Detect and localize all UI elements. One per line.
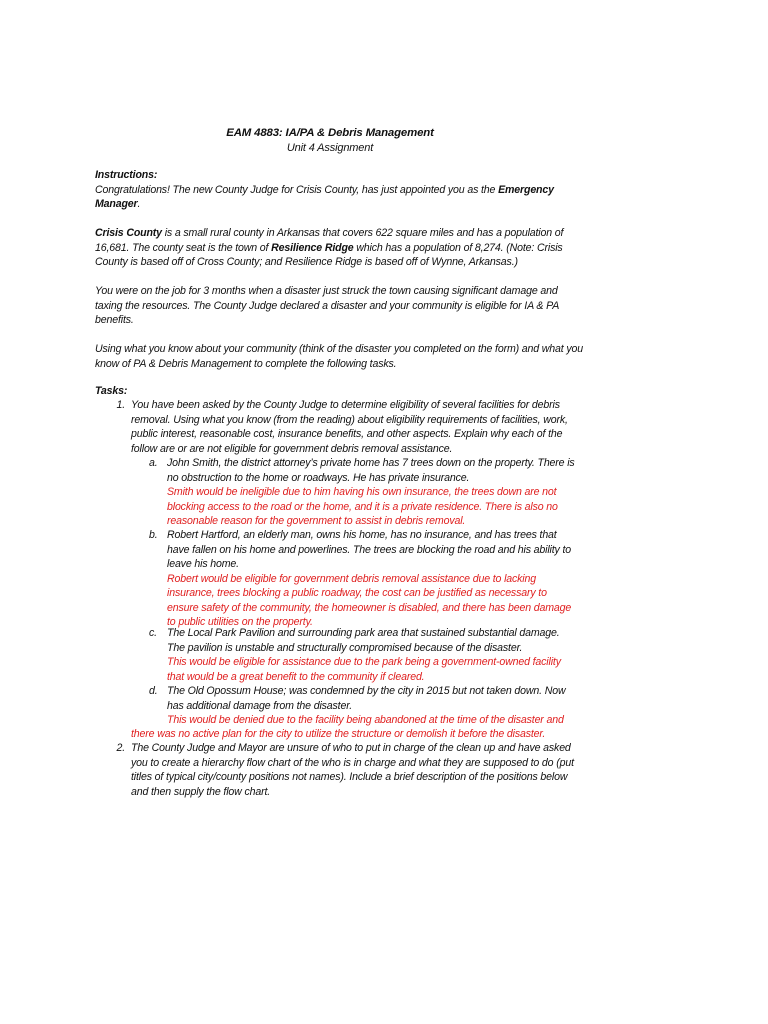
instructions-text: Congratulations! The new County Judge for Crisis County, has just appointed you as the xyxy=(95,183,499,196)
answer-line: reasonable reason for the government to assist in debris removal. xyxy=(167,515,466,527)
county-paragraph xyxy=(95,226,575,270)
subitem-a xyxy=(167,456,587,529)
town-name: Resilience Ridge xyxy=(271,241,354,254)
subitem-line: Robert Hartford, an elderly man, owns his home, has no insurance, and has trees that xyxy=(167,529,557,541)
subitem-letter: b. xyxy=(149,529,158,541)
county-line xyxy=(95,226,575,241)
subitem-line: The Old Opossum House; was condemned by the city in 2015 but not taken down. Now xyxy=(167,685,566,697)
using-line: Using what you know about your community (think of the disaster you completed on the form) and what you xyxy=(95,343,584,355)
document-title: EAM 4883: IA/PA & Debris Management xyxy=(226,127,434,139)
subitem-line: The pavilion is unstable and structurally compromised because of the disaster. xyxy=(167,641,523,654)
task-2-text xyxy=(131,741,581,799)
subitem-line: no obstruction to the home or roadways. He has private insurance. xyxy=(167,471,470,484)
instructions-heading: Instructions: xyxy=(95,169,158,181)
document-subtitle: Unit 4 Assignment xyxy=(286,142,374,154)
task-1-text xyxy=(131,398,581,456)
county-line: County is based off of Cross County; and Resilience Ridge is based off of Wynne, Arkansas.) xyxy=(95,256,518,268)
task-number: 2. xyxy=(116,742,125,754)
task-line: public interest, reasonable cost, insurance benefits, and other aspects. Explain why each of the xyxy=(131,428,563,440)
subitem-line: leave his home. xyxy=(167,558,239,570)
county-text: which has a population of 8,274. (Note: Crisis xyxy=(353,241,563,254)
subitem-d xyxy=(167,684,587,728)
subitem-c xyxy=(167,626,587,684)
subitem-line: John Smith, the district attorney’s private home has 7 trees down on the property. There is xyxy=(167,457,575,469)
job-line: You were on the job for 3 months when a disaster just struck the town causing significant damage and xyxy=(95,285,558,297)
role-emphasis: Emergency xyxy=(498,183,554,196)
tasks-heading: Tasks: xyxy=(95,385,128,397)
task-line: The County Judge and Mayor are unsure of who to put in charge of the clean up and have asked xyxy=(131,742,571,754)
answer-line: This would be eligible for assistance due to the park being a government-owned facility xyxy=(167,656,561,668)
job-line: benefits. xyxy=(95,314,134,326)
using-line: know of PA & Debris Management to complete the following tasks. xyxy=(95,357,397,370)
answer-line: ensure safety of the community, the homeowner is disabled, and there has been damage xyxy=(167,601,572,614)
subitem-line: The Local Park Pavilion and surrounding park area that sustained substantial damage. xyxy=(167,627,560,639)
task-line: and then supply the flow chart. xyxy=(131,785,271,798)
county-name: Crisis County xyxy=(95,227,162,239)
subitem-letter: a. xyxy=(149,457,158,469)
answer-line: This would be denied due to the facility being abandoned at the time of the disaster and xyxy=(167,714,564,726)
task-line: follow are or are not eligible for government debris removal assistance. xyxy=(131,442,453,455)
task-line: You have been asked by the County Judge to determine eligibility of several facilities for debris xyxy=(131,399,560,411)
answer-line: to public utilities on the property. xyxy=(167,616,313,628)
task-line: removal. Using what you know (from the reading) about eligibility requirements of facilities, work, xyxy=(131,413,568,426)
role-emphasis: Manager xyxy=(95,198,138,210)
answer-line: Robert would be eligible for government debris removal assistance due to lacking xyxy=(167,572,536,585)
county-line xyxy=(95,241,575,256)
answer-line: there was no active plan for the city to utilize the structure or demolish it before the disaster. xyxy=(131,728,546,740)
subitem-b xyxy=(167,528,587,630)
answer-line: insurance, trees blocking a public roadway, the cost can be justified as necessary to xyxy=(167,587,547,599)
job-line: taxing the resources. The County Judge declared a disaster and your community is eligible for IA & PA xyxy=(95,299,560,312)
answer-line: Smith would be ineligible due to him having his own insurance, the trees down are not xyxy=(167,486,557,498)
task-line: you to create a hierarchy flow chart of the who is in charge and what they are supposed to do (put xyxy=(131,756,574,769)
county-text: 16,681. The county seat is the town of xyxy=(95,241,272,254)
using-paragraph xyxy=(95,342,584,371)
subitem-line: has additional damage from the disaster. xyxy=(167,699,352,712)
county-text: is a small rural county in Arkansas that covers 622 square miles and has a population of xyxy=(161,227,564,239)
instructions-section xyxy=(95,168,575,212)
subitem-letter: c. xyxy=(149,627,157,639)
subitem-line: have fallen on his home and powerlines. The trees are blocking the road and his ability to xyxy=(167,543,572,556)
job-paragraph xyxy=(95,284,575,328)
answer-line: that would be a great benefit to the community if cleared. xyxy=(167,670,425,683)
instructions-text: . xyxy=(137,198,141,210)
task-line: titles of typical city/county positions not names). Include a brief description of the positions below xyxy=(131,771,568,783)
answer-line: blocking access to the road or the home, and it is a private residence. There is also no xyxy=(167,500,558,513)
instructions-line xyxy=(95,197,575,212)
instructions-line xyxy=(95,183,575,198)
subitem-letter: d. xyxy=(149,685,158,697)
task-number: 1. xyxy=(116,399,125,411)
